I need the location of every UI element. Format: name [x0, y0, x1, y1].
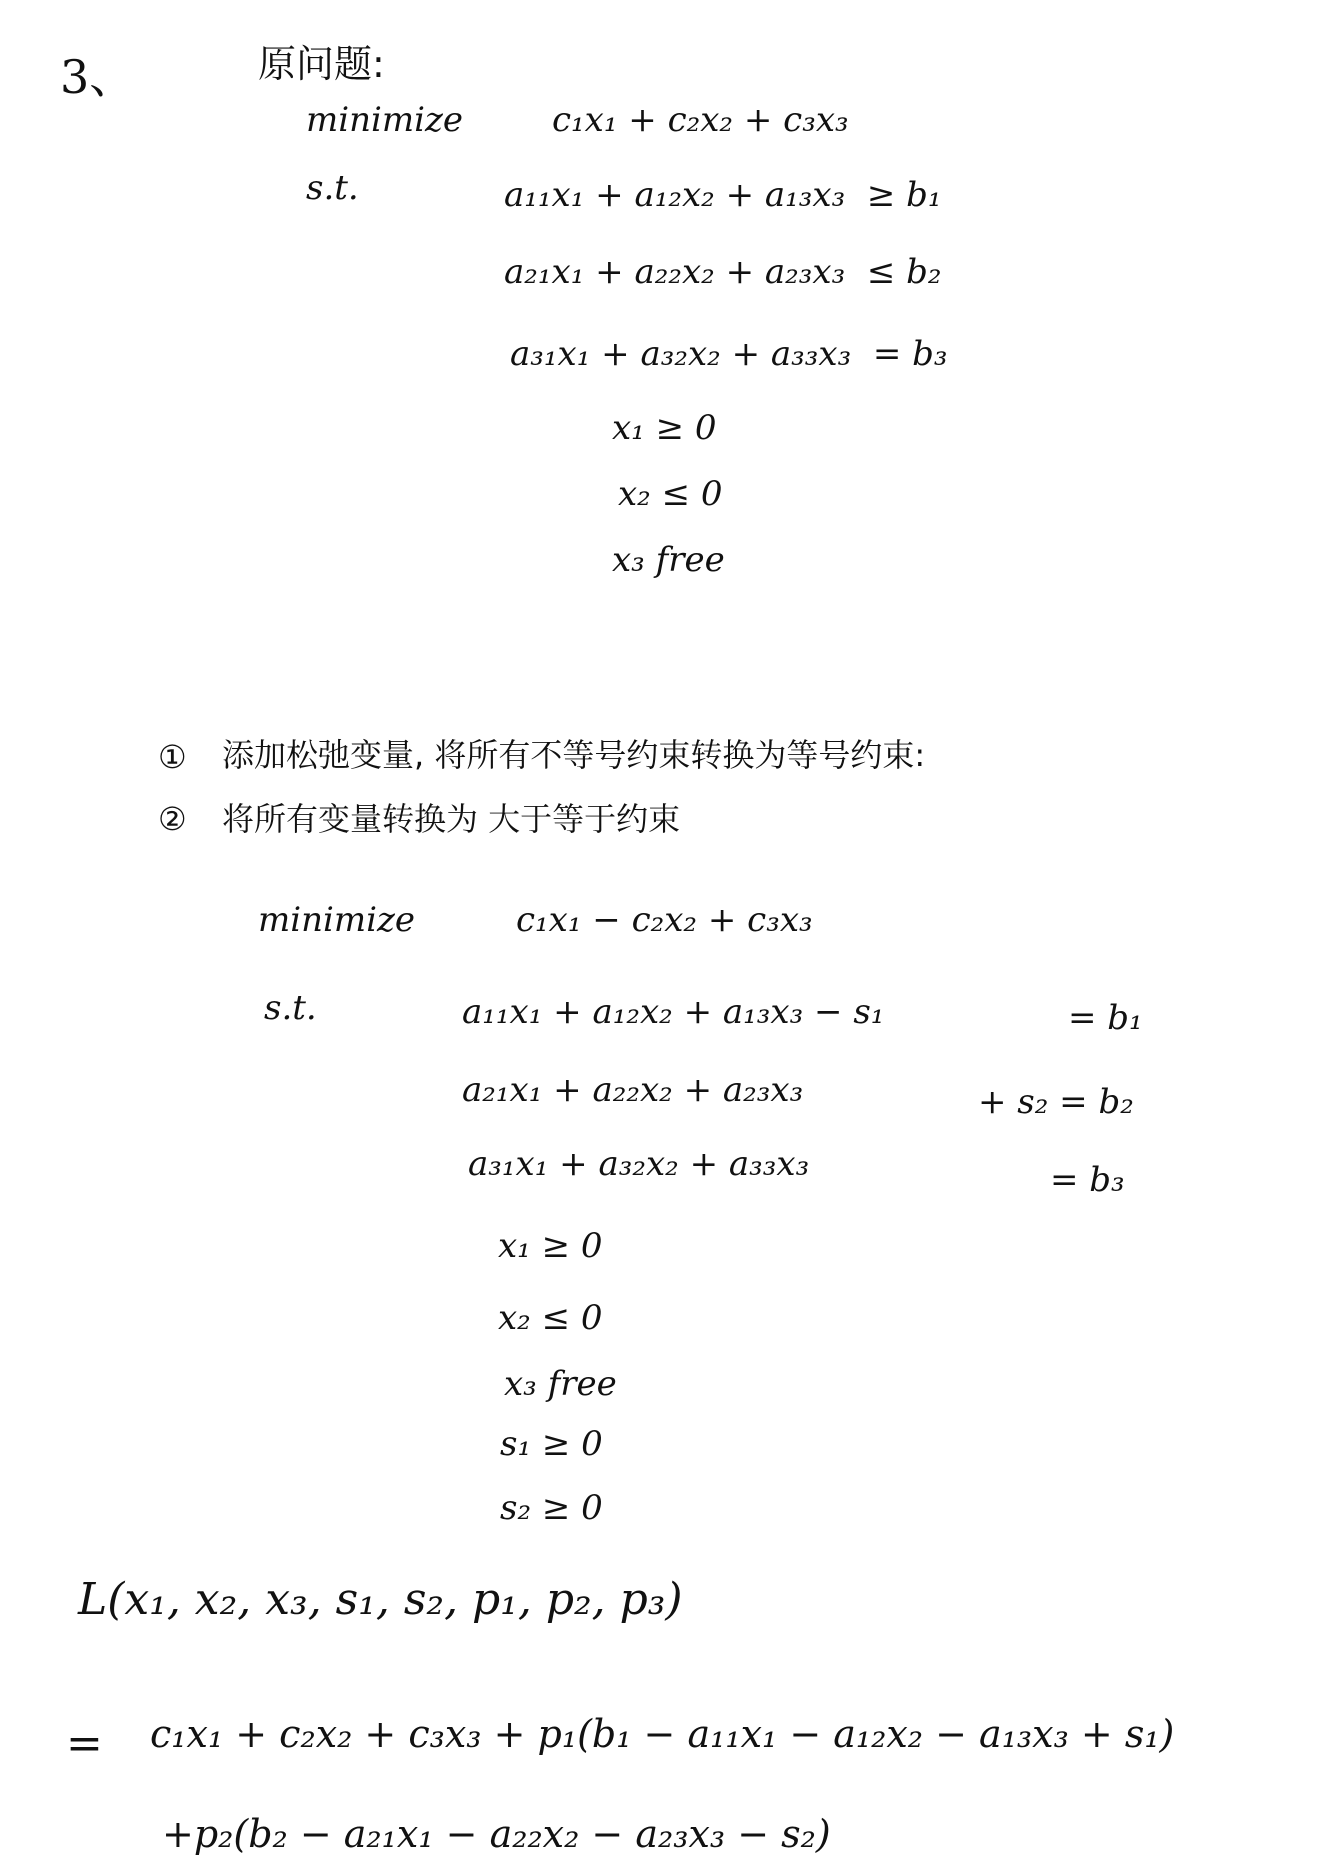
- primal-st-label: s.t.: [306, 168, 359, 208]
- primal-bound-2: x₂ ≤ 0: [618, 474, 723, 514]
- primal-objective-label: minimize: [306, 100, 464, 140]
- primal-bound-1: x₁ ≥ 0: [612, 408, 717, 448]
- primal-constraint-3: a₃₁x₁ + a₃₂x₂ + a₃₃x₃ = b₃: [510, 334, 948, 374]
- lagrangian-signature: L(x₁, x₂, x₃, s₁, s₂, p₁, p₂, p₃): [78, 1574, 683, 1625]
- lagrangian-line-1: c₁x₁ + c₂x₂ + c₃x₃ + p₁(b₁ − a₁₁x₁ − a₁₂x₂ − a₁₃x₃ + s₁): [150, 1712, 1175, 1756]
- standard-bound-3: x₃ free: [504, 1364, 617, 1404]
- step-2-marker: ②: [158, 800, 187, 838]
- lagrangian-line-2: +p₂(b₂ − a₂₁x₁ − a₂₂x₂ − a₂₃x₃ − s₂): [162, 1812, 831, 1856]
- standard-constraint-1-lhs: a₁₁x₁ + a₁₂x₂ + a₁₃x₃ − s₁: [462, 992, 885, 1032]
- standard-bound-2: x₂ ≤ 0: [498, 1298, 603, 1338]
- standard-constraint-3-rhs: = b₃: [1050, 1160, 1125, 1200]
- standard-constraint-2-lhs: a₂₁x₁ + a₂₂x₂ + a₂₃x₃: [462, 1070, 804, 1110]
- primal-objective: c₁x₁ + c₂x₂ + c₃x₃: [552, 100, 849, 140]
- standard-constraint-1-rhs: = b₁: [1068, 998, 1143, 1038]
- step-2-text: 将所有变量转换为 大于等于约束: [222, 800, 681, 838]
- standard-constraint-3-lhs: a₃₁x₁ + a₃₂x₂ + a₃₃x₃: [468, 1144, 810, 1184]
- lagrangian-equals: =: [66, 1718, 103, 1769]
- primal-constraint-1: a₁₁x₁ + a₁₂x₂ + a₁₃x₃ ≥ b₁: [504, 175, 942, 215]
- standard-constraint-2-rhs: + s₂ = b₂: [978, 1082, 1134, 1122]
- standard-bound-5: s₂ ≥ 0: [500, 1488, 603, 1528]
- step-1-marker: ①: [158, 738, 187, 776]
- step-1-text: 添加松弛变量, 将所有不等号约束转换为等号约束:: [222, 736, 926, 774]
- standard-st-label: s.t.: [264, 988, 317, 1028]
- primal-constraint-2: a₂₁x₁ + a₂₂x₂ + a₂₃x₃ ≤ b₂: [504, 252, 942, 292]
- problem-number: 3、: [60, 50, 136, 104]
- standard-objective-label: minimize: [258, 900, 416, 940]
- primal-heading: 原问题:: [258, 42, 385, 86]
- standard-bound-1: x₁ ≥ 0: [498, 1226, 603, 1266]
- primal-bound-3: x₃ free: [612, 540, 725, 580]
- standard-objective: c₁x₁ − c₂x₂ + c₃x₃: [516, 900, 813, 940]
- standard-bound-4: s₁ ≥ 0: [500, 1424, 603, 1464]
